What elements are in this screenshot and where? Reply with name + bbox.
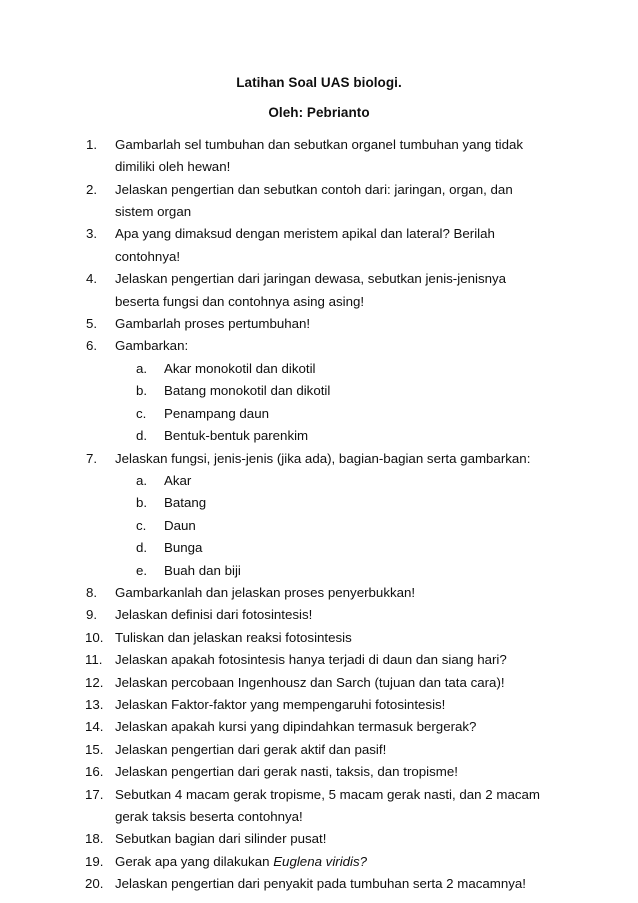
question-marker: 13. (85, 696, 104, 712)
question-marker: 16. (85, 764, 104, 780)
question-marker: 3. (86, 226, 98, 242)
subitem-marker: e. (136, 562, 148, 578)
question-text: Gambarlah proses pertumbuhan! (115, 316, 311, 332)
question-marker: 5. (86, 316, 98, 332)
subitem-marker: a. (136, 360, 148, 376)
question-item (86, 873, 552, 895)
question-text: Gambarkanlah dan jelaskan proses penyerbukkan! (115, 584, 416, 600)
question-text: Jelaskan pengertian dari gerak nasti, taksis, dan tropisme! (115, 764, 458, 780)
question-subitem (115, 515, 552, 537)
question-subitem (115, 470, 552, 492)
question-list (86, 134, 552, 896)
subitem-marker: c. (136, 517, 147, 533)
question-text: Jelaskan pengertian dan sebutkan contoh dari: jaringan, organ, dan sistem organ (115, 181, 513, 220)
question-item (86, 649, 552, 671)
question-text: Jelaskan pengertian dari jaringan dewasa, sebutkan jenis-jenisnya beserta fungsi dan contohnya asing asing! (115, 271, 507, 309)
question-item (86, 739, 552, 761)
question-text: Gambarkan: (115, 338, 189, 354)
subitem-marker: d. (136, 428, 148, 444)
subitem-marker: d. (136, 540, 148, 556)
question-marker: 18. (85, 831, 104, 847)
question-text: Tuliskan dan jelaskan reaksi fotosintesis (115, 629, 352, 645)
subitem-text: Bentuk-bentuk parenkim (164, 428, 309, 444)
question-subitem (115, 380, 552, 402)
question-subitem (115, 492, 552, 514)
subitem-marker: b. (136, 495, 148, 511)
question-item (86, 313, 552, 335)
question-text: Sebutkan 4 macam gerak tropisme, 5 macam gerak nasti, dan 2 macam gerak taksis beserta contohnya! (115, 786, 540, 824)
subitem-text: Daun (164, 517, 196, 533)
question-marker: 6. (86, 338, 98, 354)
question-marker: 2. (86, 181, 98, 197)
question-item (86, 851, 552, 873)
question-marker: 1. (86, 136, 98, 152)
question-item (86, 784, 552, 829)
subitem-text: Akar monokotil dan dikotil (164, 360, 316, 376)
question-subitem (115, 560, 552, 582)
question-text: Jelaskan pengertian dari penyakit pada tumbuhan serta 2 macamnya! (115, 876, 526, 892)
question-item (86, 604, 552, 626)
question-item (86, 335, 552, 447)
question-text: Jelaskan apakah kursi yang dipindahkan termasuk bergerak? (115, 719, 477, 735)
question-text: Gambarlah sel tumbuhan dan sebutkan organel tumbuhan yang tidak dimiliki oleh hewan! (115, 136, 524, 175)
question-marker: 12. (85, 674, 104, 690)
question-item (86, 761, 552, 783)
question-item (86, 672, 552, 694)
question-text: Jelaskan Faktor-faktor yang mempengaruhi fotosintesis! (115, 696, 446, 712)
question-text: Sebutkan bagian dari silinder pusat! (115, 831, 327, 847)
question-text: Jelaskan percobaan Ingenhousz dan Sarch (tujuan dan tata cara)! (115, 674, 505, 690)
question-sublist (115, 358, 552, 448)
subitem-text: Bunga (164, 540, 203, 556)
question-subitem (115, 537, 552, 559)
question-marker: 4. (86, 271, 98, 287)
question-item (86, 716, 552, 738)
question-text: Jelaskan fungsi, jenis-jenis (jika ada), bagian-bagian serta gambarkan: (115, 450, 531, 466)
question-subitem (115, 425, 552, 447)
question-marker: 10. (85, 629, 104, 645)
question-item (86, 223, 552, 268)
question-text: Apa yang dimaksud dengan meristem apikal dan lateral? Berilah contohnya! (115, 226, 495, 264)
subitem-marker: a. (136, 472, 148, 488)
question-item (86, 134, 552, 179)
document-author: Oleh: Pebrianto (268, 105, 370, 121)
question-item (86, 694, 552, 716)
question-marker: 19. (85, 853, 104, 869)
document-content (86, 72, 552, 896)
question-item (86, 448, 552, 582)
subitem-text: Batang (164, 495, 207, 511)
question-marker: 11. (85, 652, 103, 668)
question-text (115, 851, 552, 873)
species-name-italic: Euglena viridis? (273, 853, 368, 869)
question-item (86, 627, 552, 649)
question-text-plain: Gerak apa yang dilakukan (115, 853, 274, 869)
question-marker: 7. (86, 450, 98, 466)
question-marker: 8. (86, 584, 98, 600)
question-item (86, 582, 552, 604)
question-sublist (115, 470, 552, 582)
question-text: Jelaskan apakah fotosintesis hanya terjadi di daun dan siang hari? (115, 652, 507, 668)
question-item (86, 828, 552, 850)
question-marker: 15. (85, 741, 104, 757)
subitem-text: Buah dan biji (164, 562, 241, 578)
document-title: Latihan Soal UAS biologi. (236, 75, 402, 90)
subitem-marker: c. (136, 405, 147, 421)
question-subitem (115, 358, 552, 380)
subitem-marker: b. (136, 383, 148, 399)
question-text: Jelaskan definisi dari fotosintesis! (115, 607, 313, 623)
question-item (86, 268, 552, 313)
question-marker: 20. (85, 876, 104, 892)
subitem-text: Akar (164, 472, 192, 488)
question-marker: 9. (86, 607, 98, 623)
question-marker: 17. (85, 786, 104, 802)
question-item (86, 179, 552, 224)
subitem-text: Penampang daun (164, 405, 269, 421)
subitem-text: Batang monokotil dan dikotil (164, 383, 331, 399)
question-text: Jelaskan pengertian dari gerak aktif dan pasif! (115, 741, 387, 757)
question-subitem (115, 403, 552, 425)
question-marker: 14. (85, 719, 104, 735)
